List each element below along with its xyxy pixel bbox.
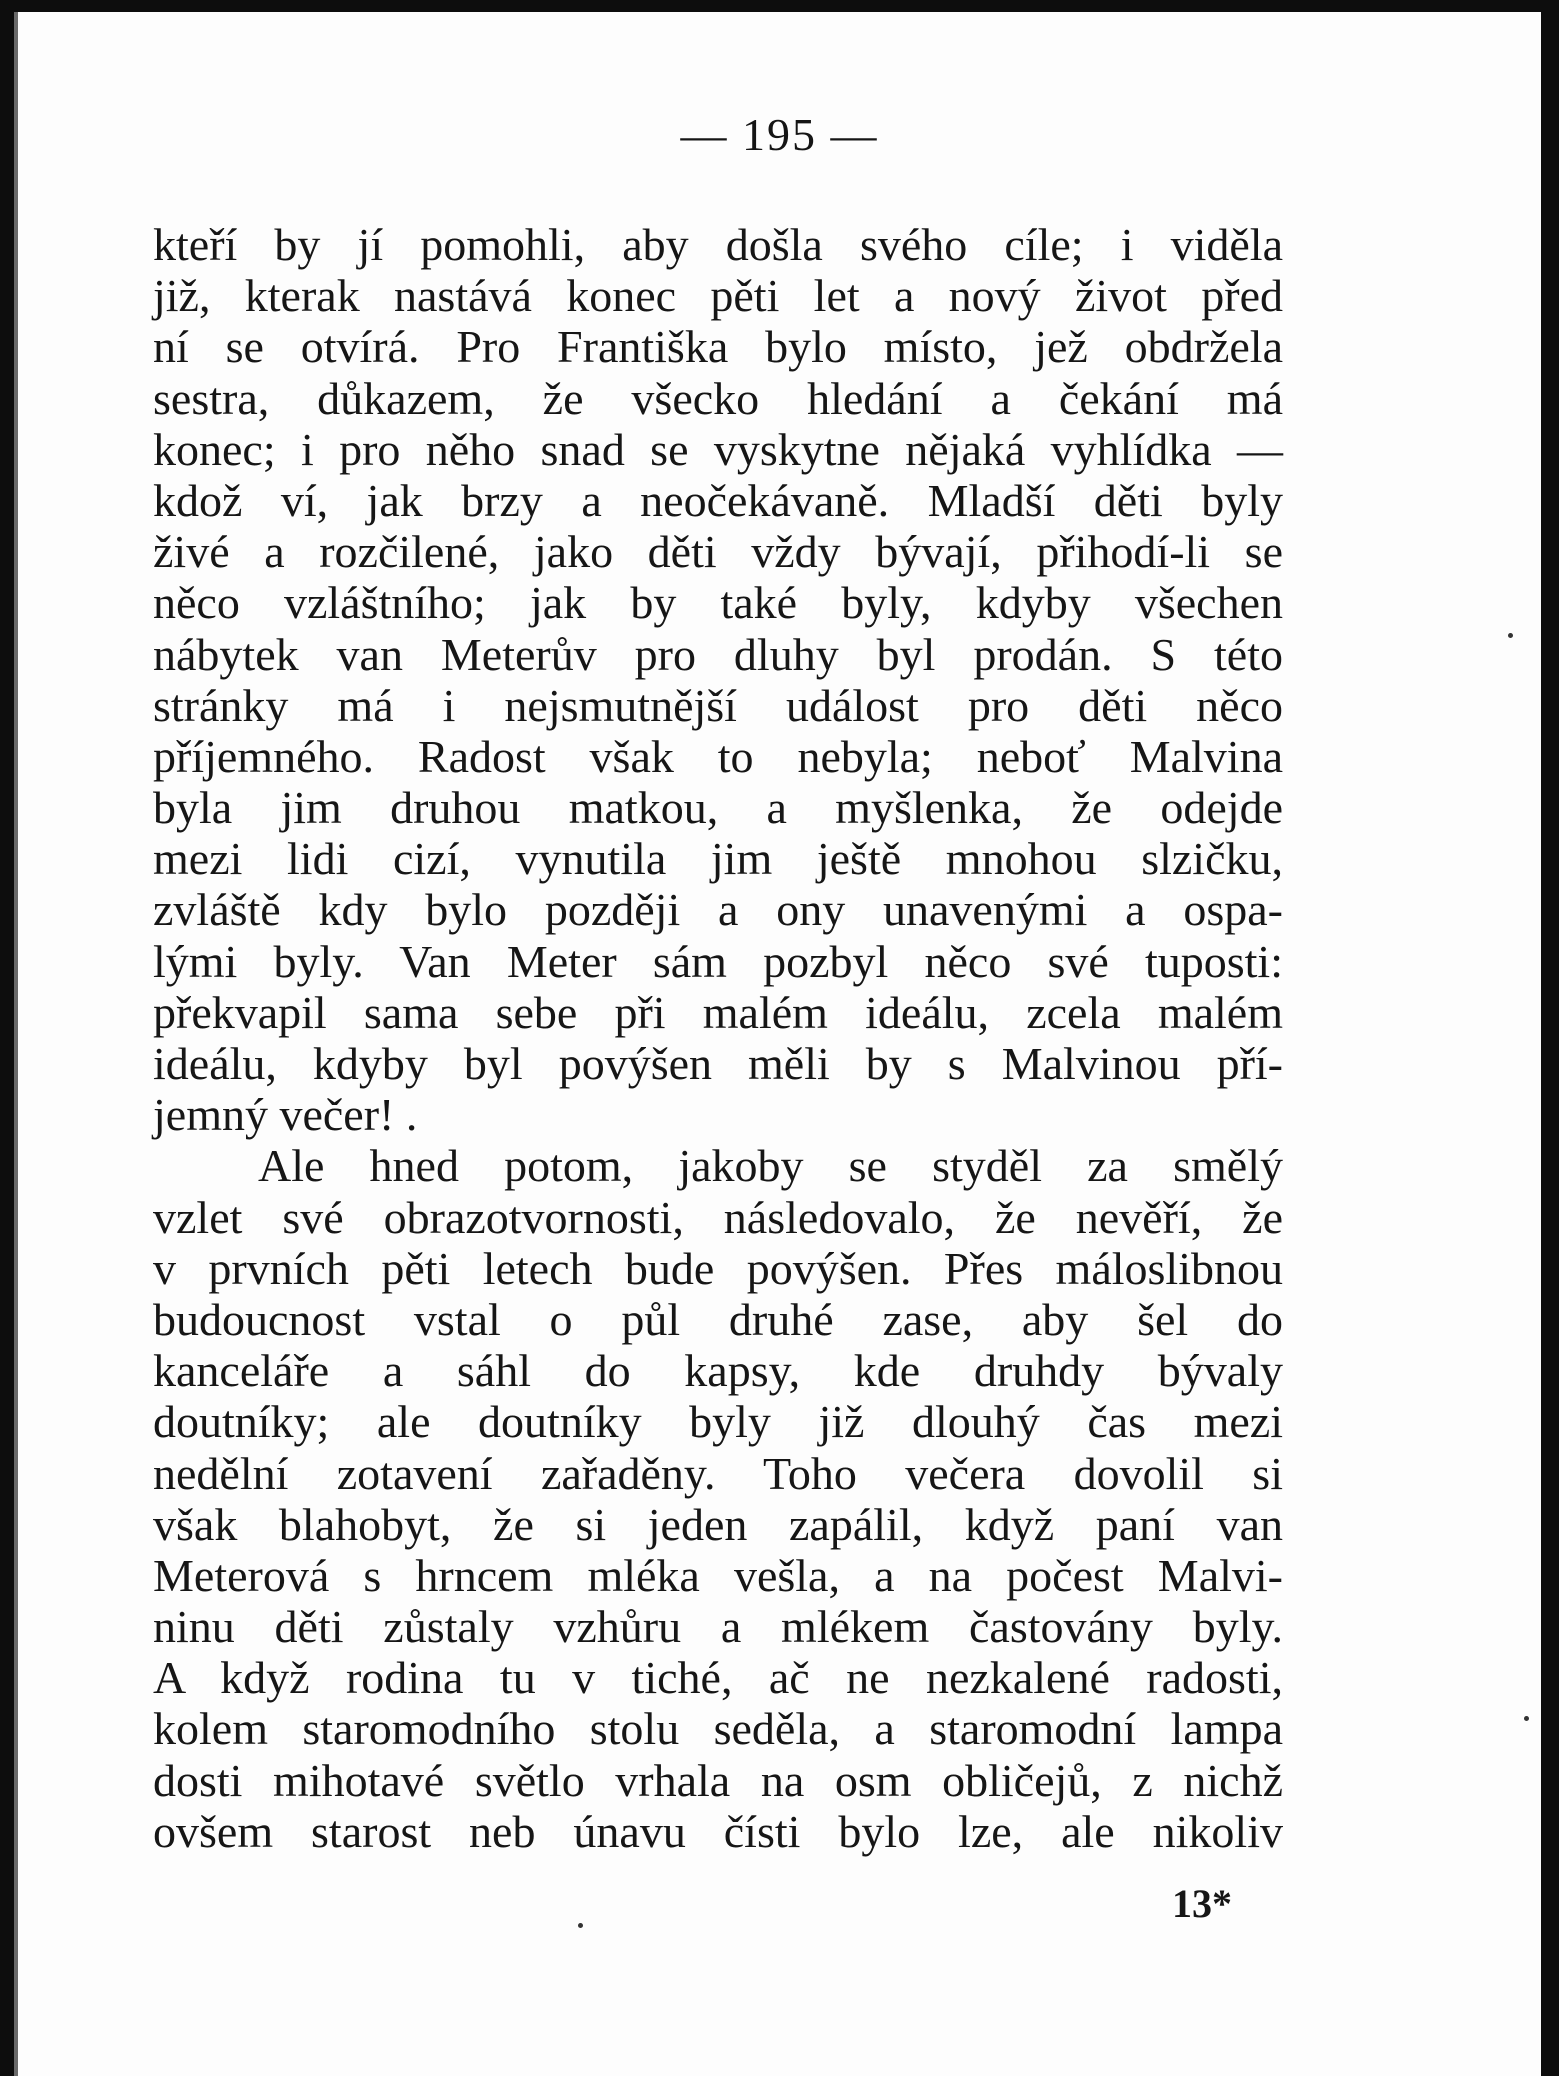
- text-line: sestra, důkazem, že všecko hledání a čekání má: [153, 372, 1283, 424]
- text-line: ní se otvírá. Pro Františka bylo místo, jež obdržela: [153, 321, 1283, 373]
- text-line: již, kterak nastává konec pěti let a nový život před: [153, 270, 1283, 322]
- paragraph-end-line: jemný večer! .: [153, 1089, 418, 1141]
- signature-mark: 13*: [1172, 1881, 1232, 1926]
- text-line: dosti mihotavé světlo vrhala na osm obličejů, z nichž: [153, 1754, 1283, 1806]
- scan-border-right: [1541, 0, 1559, 2076]
- text-line: lými byly. Van Meter sám pozbyl něco své tuposti:: [153, 935, 1283, 987]
- text-line: budoucnost vstal o půl druhé zase, aby šel do: [153, 1293, 1283, 1345]
- text-line: příjemného. Radost však to nebyla; neboť Malvina: [153, 730, 1283, 782]
- scan-speck: [1524, 1716, 1529, 1721]
- text-line: kanceláře a sáhl do kapsy, kde druhdy bývaly: [153, 1345, 1283, 1397]
- body-text: [153, 219, 1283, 1857]
- text-line: nedělní zotavení zařaděny. Toho večera dovolil si: [153, 1447, 1283, 1499]
- text-line: kdož ví, jak brzy a neočekávaně. Mladší děti byly: [153, 474, 1283, 526]
- text-line: něco vzláštního; jak by také byly, kdyby všechen: [153, 577, 1283, 629]
- text-line: ovšem starost neb únavu čísti bylo lze, ale nikoliv: [153, 1805, 1283, 1857]
- text-line: stránky má i nejsmutnější událost pro děti něco: [153, 679, 1283, 731]
- text-line: A když rodina tu v tiché, ač ne nezkalené radosti,: [153, 1652, 1283, 1704]
- scan-speck: [578, 1923, 583, 1928]
- page-number: — 195 —: [680, 109, 879, 160]
- text-line: vzlet své obrazotvornosti, následovalo, že nevěří, že: [153, 1191, 1283, 1243]
- text-line: byla jim druhou matkou, a myšlenka, že odejde: [153, 782, 1283, 834]
- scan-border-left: [0, 0, 14, 2076]
- text-line: ninu děti zůstaly vzhůru a mlékem častovány byly.: [153, 1601, 1283, 1653]
- text-line: konec; i pro něho snad se vyskytne nějaká vyhlídka —: [153, 423, 1283, 475]
- text-line: doutníky; ale doutníky byly již dlouhý čas mezi: [153, 1396, 1283, 1448]
- scan-border-top: [0, 0, 1559, 12]
- text-line: ideálu, kdyby byl povýšen měli by s Malvinou pří-: [153, 1038, 1283, 1089]
- text-line: Meterová s hrncem mléka vešla, a na počest Malvi-: [153, 1549, 1283, 1601]
- text-line: zvláště kdy bylo později a ony unavenými a ospa-: [153, 884, 1283, 936]
- text-line: kolem staromodního stolu seděla, a staromodní lampa: [153, 1703, 1283, 1755]
- scan-speck: [1508, 633, 1513, 638]
- text-line: mezi lidi cizí, vynutila jim ještě mnohou slzičku,: [153, 833, 1283, 885]
- text-line: kteří by jí pomohli, aby došla svého cíle; i viděla: [153, 219, 1283, 270]
- text-line: v prvních pěti letech bude povýšen. Přes máloslibnou: [153, 1242, 1283, 1294]
- text-line: živé a rozčilené, jako děti vždy bývají, přihodí-li se: [153, 526, 1283, 578]
- text-line: však blahobyt, že si jeden zapálil, když paní van: [153, 1498, 1283, 1550]
- text-line: překvapil sama sebe při malém ideálu, zcela malém: [153, 986, 1283, 1038]
- text-line: nábytek van Meterův pro dluhy byl prodán. S této: [153, 628, 1283, 680]
- paragraph-start-line: Ale hned potom, jakoby se styděl za smělý: [258, 1140, 1283, 1192]
